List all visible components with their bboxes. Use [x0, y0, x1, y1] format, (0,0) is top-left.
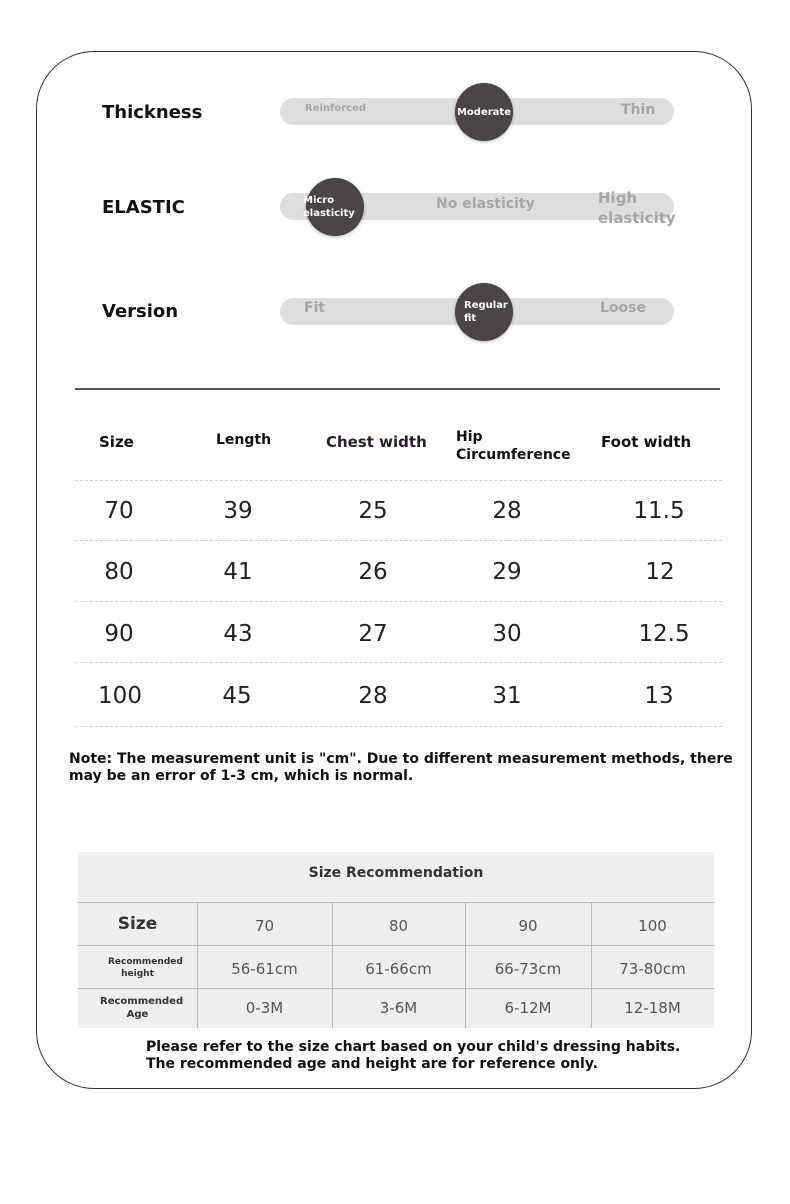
table-cell-chest: 27: [358, 621, 388, 647]
thickness-knob-label: Moderate: [456, 106, 511, 118]
table-cell-foot: 12.5: [638, 621, 690, 647]
elastic-right-label: High elasticity: [598, 189, 676, 227]
table-cell-foot: 12: [645, 559, 675, 585]
header-length: Length: [216, 432, 272, 448]
rec-height-label: Recommended height: [108, 957, 183, 979]
elastic-label: ELASTIC: [102, 197, 185, 218]
rec-age-cell: 12-18M: [624, 999, 681, 1017]
row-divider: [75, 726, 722, 727]
thickness-knob: [455, 83, 513, 141]
table-cell-size: 70: [104, 498, 134, 524]
rec-size-cell: 70: [254, 917, 275, 935]
table-cell-foot: 13: [644, 683, 674, 709]
recommendation-title: Size Recommendation: [308, 865, 484, 881]
grid-line: [78, 988, 714, 989]
version-label: Version: [102, 301, 179, 322]
header-foot-width: Foot width: [601, 433, 692, 451]
row-divider: [75, 601, 722, 602]
rec-age-label: Recommended Age: [100, 996, 184, 1020]
rec-size-label: Size: [117, 914, 158, 934]
table-cell-length: 39: [223, 498, 253, 524]
table-cell-foot: 11.5: [633, 498, 685, 524]
rec-height-cell: 61-66cm: [365, 960, 432, 978]
footer-note: Please refer to the size chart based on your child's dressing habits. The recommended age and height are for reference only.: [146, 1039, 681, 1072]
rec-age-cell: 0-3M: [245, 999, 284, 1017]
row-divider: [75, 480, 722, 481]
rec-size-cell: 100: [638, 917, 667, 935]
table-cell-hip: 28: [492, 498, 522, 524]
row-divider: [75, 662, 722, 663]
section-divider: [75, 388, 720, 390]
measurement-note: Note: The measurement unit is "cm". Due to different measurement methods, there may be an error of 1-3 cm, which is normal.: [69, 751, 733, 784]
header-hip-circumference: Hip Circumference: [456, 429, 571, 463]
rec-height-cell: 66-73cm: [494, 960, 562, 978]
rec-height-cell: 73-80cm: [619, 960, 686, 978]
table-cell-hip: 31: [492, 683, 522, 709]
version-right-label: Loose: [600, 300, 646, 316]
table-cell-length: 41: [223, 559, 253, 585]
table-cell-chest: 26: [358, 559, 388, 585]
table-cell-chest: 28: [358, 683, 388, 709]
table-cell-size: 80: [104, 559, 134, 585]
version-knob: [455, 283, 513, 341]
table-cell-size: 90: [104, 621, 134, 647]
rec-height-cell: 56-61cm: [231, 960, 298, 978]
elastic-knob-label: Micro elasticity: [303, 195, 355, 219]
grid-line: [78, 945, 714, 946]
rec-size-cell: 90: [518, 917, 538, 935]
elastic-middle-label: No elasticity: [436, 196, 535, 212]
thickness-left-label: Reinforced: [305, 103, 367, 114]
header-size: Size: [99, 433, 134, 451]
rec-age-cell: 6-12M: [504, 999, 552, 1017]
version-knob-label: Regular fit: [464, 300, 508, 324]
table-cell-length: 43: [223, 621, 253, 647]
table-cell-hip: 29: [492, 559, 522, 585]
grid-line: [78, 902, 714, 903]
thickness-right-label: Thin: [621, 102, 656, 118]
header-chest-width: Chest width: [326, 433, 427, 451]
table-cell-chest: 25: [358, 498, 388, 524]
rec-size-cell: 80: [388, 917, 409, 935]
rec-age-cell: 3-6M: [379, 999, 418, 1017]
table-cell-length: 45: [222, 683, 252, 709]
table-cell-size: 100: [98, 683, 142, 709]
size-recommendation-table: [78, 852, 714, 1028]
table-cell-hip: 30: [492, 621, 522, 647]
version-left-label: Fit: [304, 300, 326, 316]
thickness-label: Thickness: [102, 102, 203, 123]
elastic-knob: [303, 178, 364, 236]
row-divider: [75, 540, 722, 541]
